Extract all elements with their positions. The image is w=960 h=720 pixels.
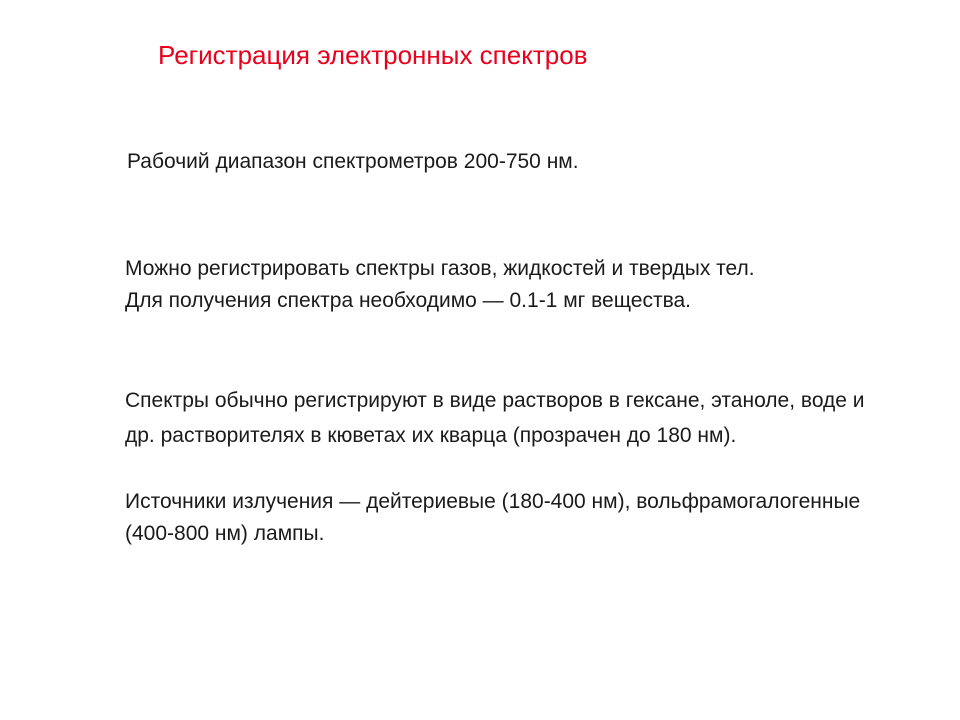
paragraph-text: Для получения спектра необходимо — 0.1-1 мг вещества. <box>125 289 692 312</box>
paragraph-spectrometer-range <box>127 146 667 178</box>
paragraph-sample-types <box>125 253 898 317</box>
paragraph-solvents <box>125 383 885 453</box>
paragraph-text: Источники излучения — дейтериевые (180-400 нм), вольфрамогалогенные (400-800 нм) лампы. <box>125 490 861 545</box>
slide-title: Регистрация электронных спектров <box>158 40 588 70</box>
paragraph-radiation-sources <box>125 486 885 550</box>
paragraph-text: Спектры обычно регистрируют в виде растворов в гексане, этаноле, воде и др. растворителях в кюветах их кварца (прозрачен до 180 нм). <box>125 389 865 447</box>
paragraph-text: Рабочий диапазон спектрометров 200-750 нм. <box>127 150 579 173</box>
paragraph-text: Можно регистрировать спектры газов, жидкостей и твердых тел. <box>125 257 755 280</box>
